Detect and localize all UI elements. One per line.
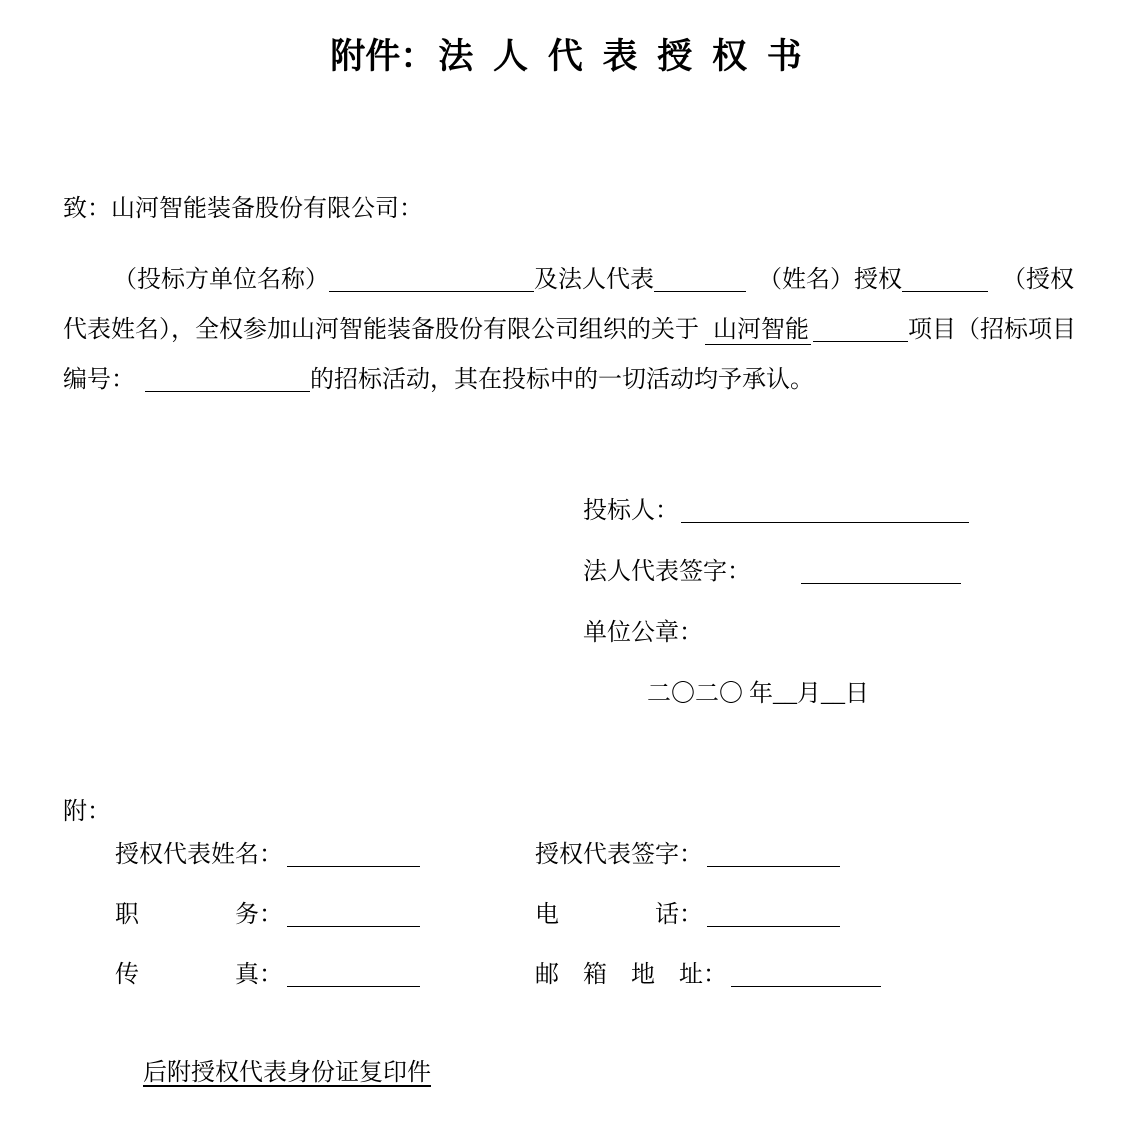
attachment-section (63, 797, 881, 1020)
attachment-row-name (115, 840, 881, 870)
date-row (647, 679, 969, 709)
paragraph-line-2 (63, 305, 1078, 355)
blank-phone (707, 924, 840, 927)
legal-rep-intro-label: 及法人代表 (534, 267, 654, 293)
blank-position (287, 924, 420, 927)
title-main: 法 人 代 表 授 权 书 (438, 37, 802, 76)
bidder-unit-name-label: （投标方单位名称） (113, 267, 329, 293)
blank-fax (287, 984, 420, 987)
legal-rep-signature-label: 法人代表签字： (583, 559, 751, 585)
attachment-rows (115, 840, 881, 990)
attachment-row-position-phone (115, 900, 881, 930)
bidder-label: 投标人： (583, 498, 679, 524)
paragraph-line-3 (63, 355, 1078, 405)
blank-project-number (145, 389, 310, 392)
blank-authorized-rep-name (287, 864, 420, 867)
attachment-cell (535, 960, 881, 990)
attachment-cell (115, 900, 535, 930)
project-label: 项目（招标项目 (908, 317, 1076, 343)
attachment-cell (115, 840, 535, 870)
legal-rep-signature-row (583, 557, 969, 587)
title-prefix: 附件： (330, 37, 436, 76)
filled-project-name: 山河智能 (705, 317, 811, 345)
company-seal-label: 单位公章： (583, 620, 703, 646)
authorization-paragraph (63, 255, 1078, 405)
blank-bidder-unit-name (329, 289, 534, 292)
blank-authorized-rep-signature (707, 864, 840, 867)
attachment-heading: 附： (63, 799, 111, 825)
blank-legal-rep-signature-line (801, 581, 961, 584)
attachment-cell (115, 960, 535, 990)
blank-bidder-signature-line (681, 520, 969, 523)
fax-label: 传 真： (115, 962, 283, 988)
blank-authorized-name (902, 289, 988, 292)
full-participation-text: 代表姓名），全权参加山河智能装备股份有限公司组织的关于 (63, 317, 699, 343)
signature-block (583, 496, 969, 740)
attachment-row-fax-email (115, 960, 881, 990)
recipient-line: 致：山河智能装备股份有限公司： (63, 196, 423, 222)
blank-email-address (731, 984, 881, 987)
phone-label: 电 话： (535, 902, 703, 928)
attachment-cell (535, 900, 840, 930)
date-line: 二〇二〇 年__月__日 (647, 681, 869, 707)
email-address-label: 邮 箱 地 址： (535, 962, 727, 988)
document-title (0, 36, 1132, 78)
position-label: 职 务： (115, 902, 283, 928)
bidding-activity-text: 的招标活动，其在投标中的一切活动均予承认。 (310, 367, 814, 393)
attachment-cell (535, 840, 840, 870)
blank-legal-rep-name (654, 289, 746, 292)
company-seal-row (583, 618, 969, 648)
authorized-rep-open-label: （授权 (1002, 267, 1074, 293)
project-number-label: 编号： (63, 367, 135, 393)
bidder-signature-row (583, 496, 969, 526)
paragraph-line-1 (63, 255, 1078, 305)
id-copy-note: 后附授权代表身份证复印件 (143, 1060, 431, 1086)
authorized-rep-signature-label: 授权代表签字： (535, 842, 703, 868)
name-authorize-label: （姓名）授权 (758, 267, 902, 293)
blank-project-name-rest (813, 339, 908, 342)
authorized-rep-name-label: 授权代表姓名： (115, 842, 283, 868)
